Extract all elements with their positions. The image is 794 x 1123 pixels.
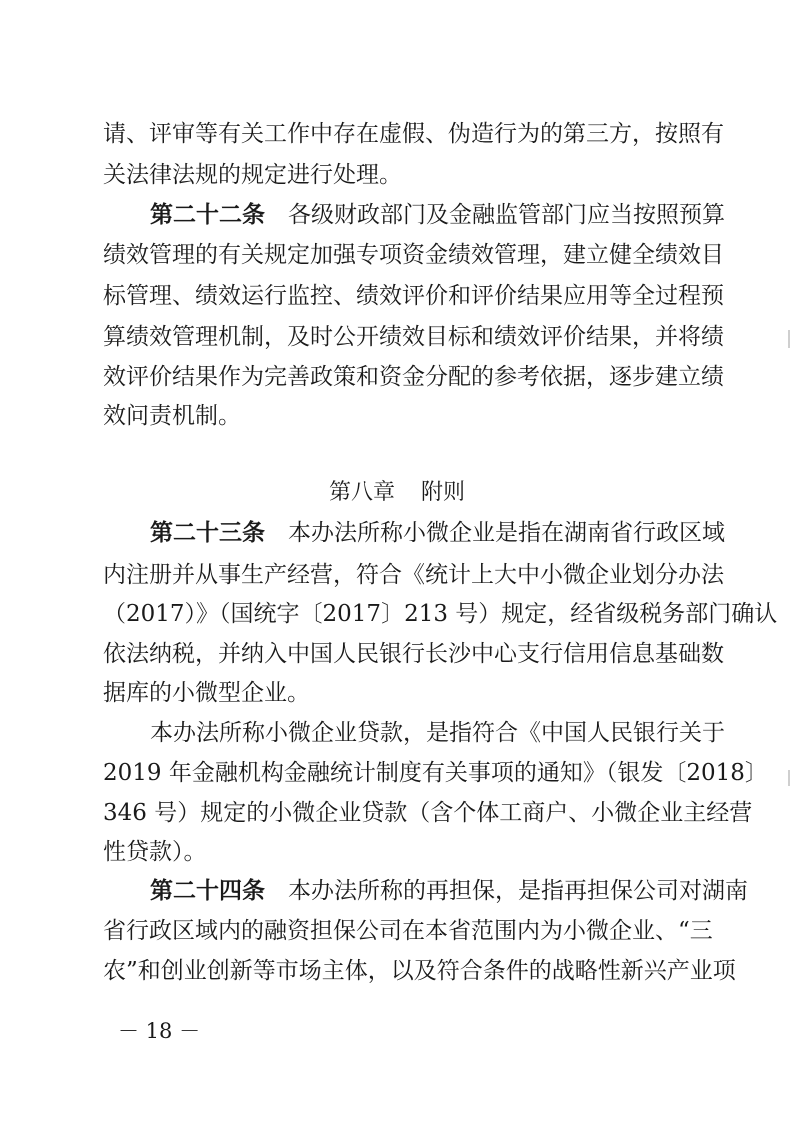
text-line: 农”和创业创新等市场主体，以及符合条件的战略性新兴产业项 [103, 958, 736, 984]
chapter-heading [0, 478, 794, 508]
text-line: 346 号）规定的小微企业贷款（含个体工商户、小微企业主经营 [103, 800, 753, 826]
article-text: 本办法所称小微企业是指在湖南省行政区域 [288, 520, 725, 546]
text-line: 内注册并从事生产经营，符合《统计上大中小微企业划分办法 [103, 562, 724, 588]
text-line: 算绩效管理机制，及时公开绩效目标和绩效评价结果，并将绩 [103, 324, 724, 350]
scan-edge-mark [788, 330, 790, 348]
text-line: 关法律法规的规定进行处理。 [103, 162, 402, 188]
text-line: 本办法所称小微企业贷款，是指符合《中国人民银行关于 [150, 720, 725, 746]
text-line: 依法纳税，并纳入中国人民银行长沙中心支行信用信息基础数 [103, 641, 724, 667]
text-line: 请、评审等有关工作中存在虚假、伪造行为的第三方，按照有 [103, 121, 724, 147]
article-label: 第二十三条 [150, 520, 265, 546]
text-line: 性贷款）。 [103, 839, 207, 865]
article-24-first-line [150, 876, 748, 906]
article-22-first-line [150, 200, 725, 230]
article-text: 各级财政部门及金融监管部门应当按照预算 [288, 202, 725, 228]
text-line: 效评价结果作为完善政策和资金分配的参考依据，逐步建立绩 [103, 364, 724, 390]
text-line: 绩效管理的有关规定加强专项资金绩效管理，建立健全绩效目 [103, 242, 724, 268]
article-23-first-line [150, 518, 725, 548]
chapter-number: 第八章 [328, 480, 395, 505]
scan-edge-mark [788, 770, 790, 786]
text-line: 省行政区域内的融资担保公司在本省范围内为小微企业、“三 [103, 918, 713, 944]
article-text: 本办法所称的再担保，是指再担保公司对湖南 [288, 878, 748, 904]
text-line: 标管理、绩效运行监控、绩效评价和评价结果应用等全过程预 [103, 283, 724, 309]
text-line: 2019 年金融机构金融统计制度有关事项的通知》（银发〔2018〕 [103, 760, 768, 786]
page-number: － 18 － [118, 1019, 201, 1043]
text-line: 据库的小微型企业。 [103, 680, 310, 706]
text-line: 效问责机制。 [103, 403, 241, 429]
chapter-title: 附则 [421, 480, 466, 505]
text-line: （2017）》（国统字〔2017〕213 号）规定，经省级税务部门确认 [103, 601, 778, 627]
article-label: 第二十四条 [150, 878, 265, 904]
article-label: 第二十二条 [150, 202, 265, 228]
